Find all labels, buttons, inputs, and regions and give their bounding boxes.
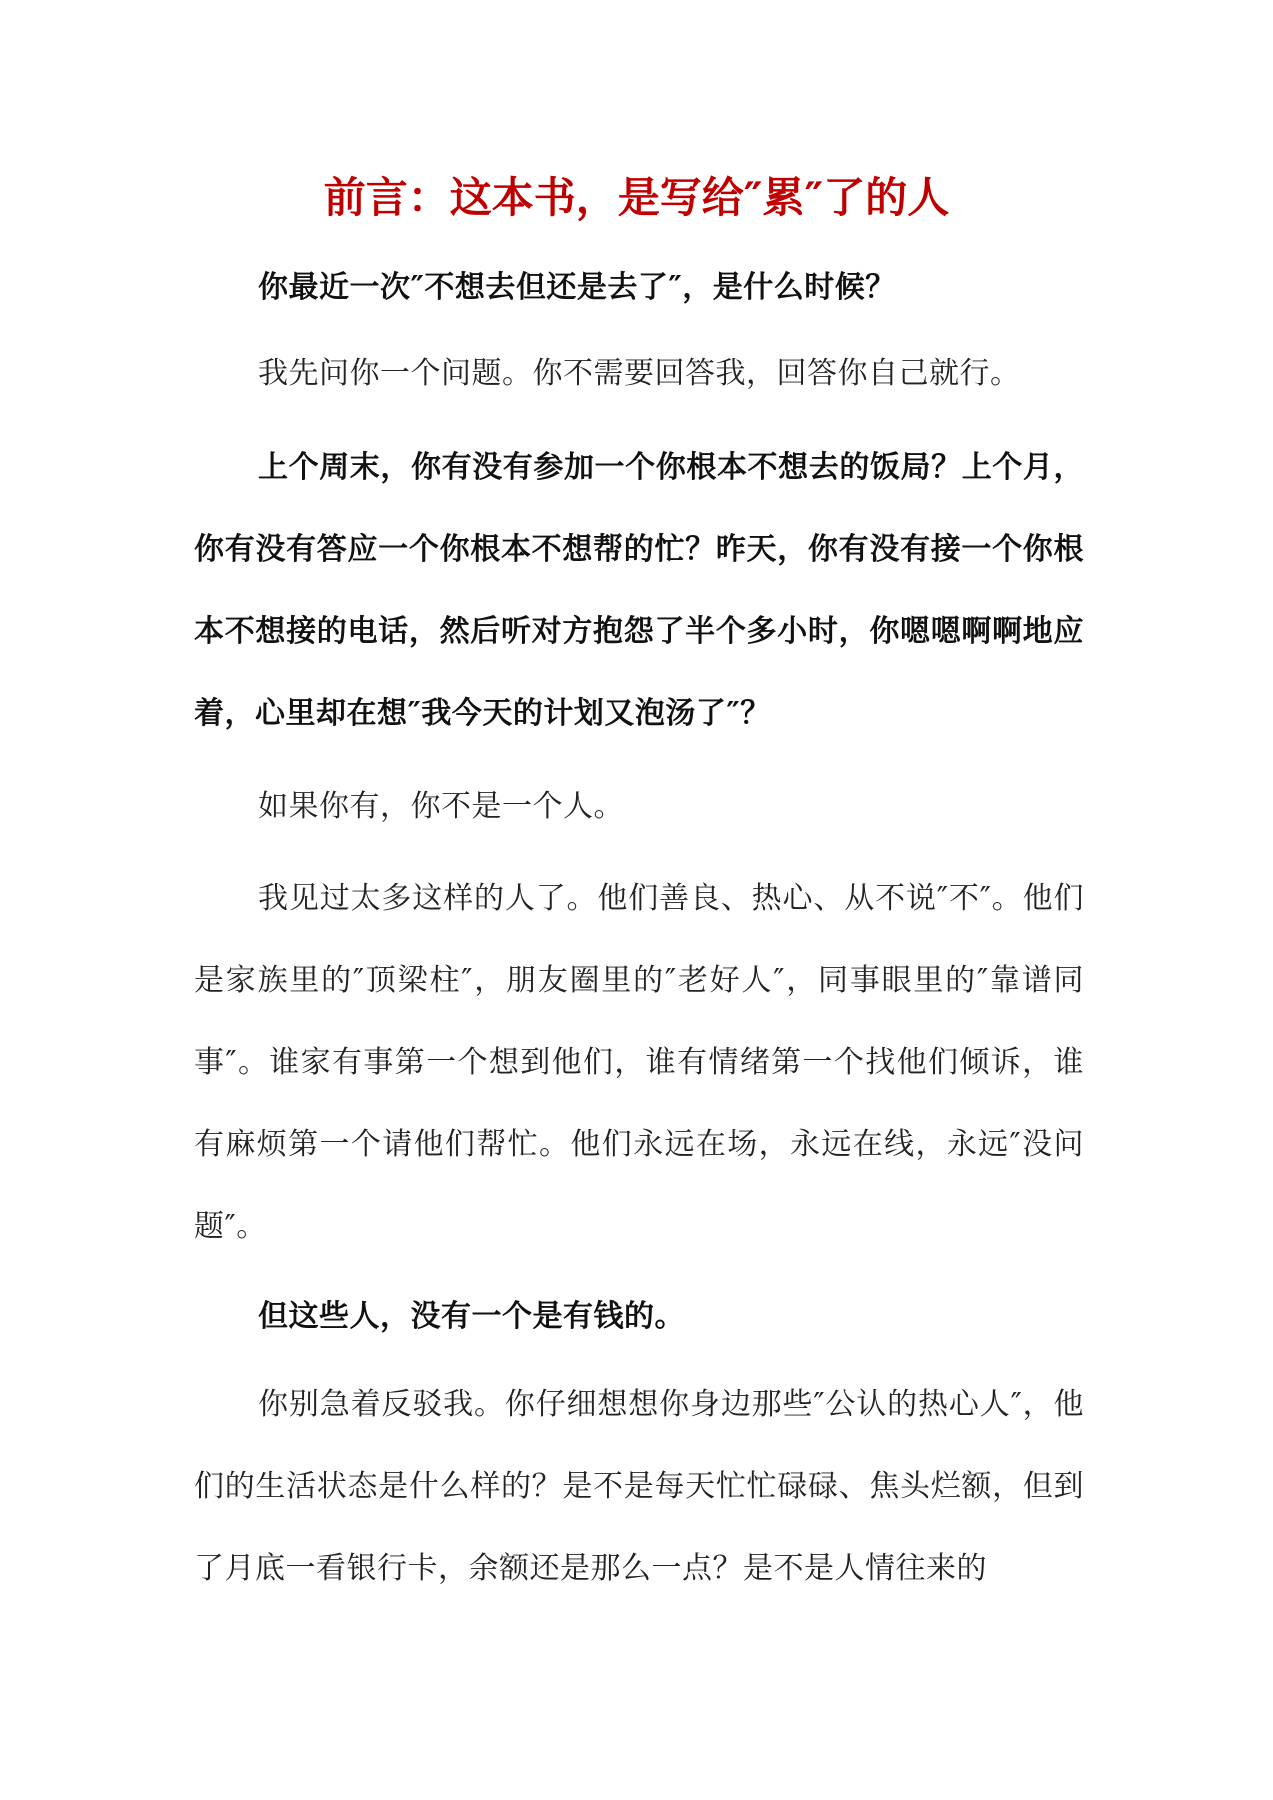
paragraph-think-about-it: 你别急着反驳我。你仔细想想你身边那些″公认的热心人″，他们的生活状态是什么样的？是不是每天忙忙碌碌、焦头烂额，但到了月底一看银行卡，余额还是那么一点？是不是人情往来的	[194, 1387, 1084, 1586]
paragraph-not-rich: 但这些人，没有一个是有钱的。	[258, 1299, 685, 1334]
paragraph-not-alone: 如果你有，你不是一个人。	[258, 789, 624, 824]
paragraph-good-people: 我见过太多这样的人了。他们善良、热心、从不说″不″。他们是家族里的″顶梁柱″，朋友圈里的″老好人″，同事眼里的″靠谱同事″。谁家有事第一个想到他们，谁有情绪第一个找他们倾诉，谁有麻烦第一个请他们帮忙。他们永远在场，永远在线，永远″没问题″。	[194, 881, 1084, 1244]
page-title: 前言：这本书，是写给″累″了的人	[323, 173, 950, 222]
paragraph-intro: 我先问你一个问题。你不需要回答我，回答你自己就行。	[258, 356, 1021, 391]
paragraph-questions: 上个周末，你有没有参加一个你根本不想去的饭局？上个月，你有没有答应一个你根本不想帮的忙？昨天，你有没有接一个你根本不想接的电话，然后听对方抱怨了半个多小时，你嗯嗯啊啊地应着，心里却在想″我今天的计划又泡汤了″？	[194, 450, 1084, 731]
paragraph-question-heading: 你最近一次″不想去但还是去了″，是什么时候？	[258, 270, 896, 305]
